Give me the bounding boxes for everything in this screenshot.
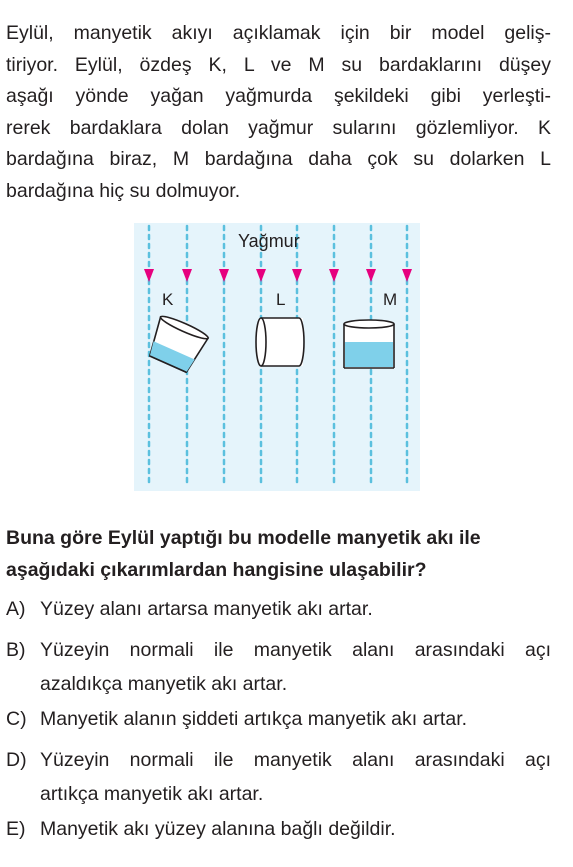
- question-prompt: [6, 522, 554, 586]
- option-text: azaldıkça manyetik akı artar.: [40, 673, 288, 695]
- cup-label-m: M: [383, 290, 398, 309]
- rain-cups-figure: [134, 223, 420, 491]
- rain-label: Yağmur: [238, 231, 300, 251]
- stem-line: Eylül, manyetik akıyı açıklamak için bir model geliş-: [6, 22, 551, 44]
- option-text: Manyetik akı yüzey alanına bağlı değildir.: [40, 818, 396, 840]
- stem-line: aşağı yönde yağan yağmurda şekildeki gibi yerleşti-: [6, 85, 551, 108]
- option-d[interactable]: [6, 743, 551, 811]
- cup-l-body: [261, 318, 303, 366]
- option-text: Manyetik alanın şiddeti artıkça manyetik akı artar.: [40, 708, 468, 730]
- cup-k-icon: [144, 313, 209, 374]
- option-text: Yüzey alanı artarsa manyetik akı artar.: [40, 598, 373, 620]
- prompt-line: Buna göre Eylül yaptığı bu modelle manyetik akı ile: [6, 527, 481, 549]
- stem-line: tiriyor. Eylül, özdeş K, L ve M su bardaklarını düşey: [6, 53, 551, 76]
- option-text: Yüzeyin normali ile manyetik alanı arasındaki açı: [40, 749, 551, 771]
- option-text: artıkça manyetik akı artar.: [40, 783, 264, 805]
- option-b[interactable]: [6, 633, 551, 701]
- rain-arrow-icon: [402, 269, 412, 282]
- cup-label-l: L: [276, 290, 286, 309]
- rain-arrow-icon: [256, 269, 266, 282]
- rain-arrow-icon: [366, 269, 376, 282]
- stem-line: rerek bardaklara dolan yağmur sularını gözlemliyor. K: [6, 116, 551, 139]
- option-letter: E): [6, 818, 26, 840]
- option-a[interactable]: [6, 592, 551, 626]
- option-letter: D): [6, 749, 27, 771]
- rain-arrow-icon: [219, 269, 229, 282]
- option-e[interactable]: [6, 812, 551, 846]
- option-letter: A): [6, 598, 26, 620]
- prompt-line: aşağıdaki çıkarımlardan hangisine ulaşabilir?: [6, 559, 427, 581]
- cup-m-water: [345, 342, 393, 367]
- cup-l-rim: [256, 318, 266, 366]
- option-text: Yüzeyin normali ile manyetik alanı arasındaki açı: [40, 639, 551, 661]
- figure-drawing: [134, 223, 420, 491]
- question-stem: [6, 18, 551, 208]
- rain-arrow-icon: [292, 269, 302, 282]
- rain-arrow-icon: [182, 269, 192, 282]
- stem-line: bardağına biraz, M bardağına daha çok su dolarken L: [6, 148, 551, 171]
- rain-arrow-icon: [329, 269, 339, 282]
- cup-label-k: K: [162, 290, 174, 309]
- rain-arrow-icon: [144, 269, 154, 282]
- cup-m-rim: [344, 320, 394, 328]
- option-letter: C): [6, 708, 27, 730]
- stem-line: bardağına hiç su dolmuyor.: [6, 179, 241, 202]
- option-c[interactable]: [6, 702, 551, 736]
- option-letter: B): [6, 639, 26, 661]
